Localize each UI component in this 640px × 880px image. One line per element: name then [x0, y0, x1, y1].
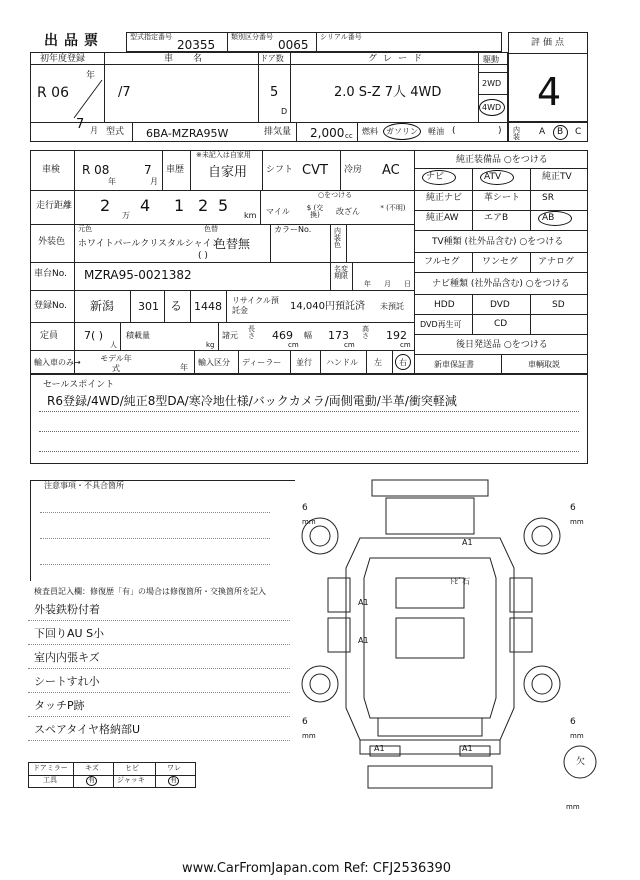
tools-tool-value: 有 — [88, 776, 95, 784]
displacement-value: 2,000 — [310, 126, 345, 140]
interior-label: 内装 — [513, 126, 520, 141]
type-number-box — [126, 32, 228, 52]
tire-unit-front-left: mm — [302, 518, 316, 526]
hood-shape — [386, 498, 474, 534]
tools-jack-circle — [168, 776, 179, 786]
mileage-label: 走行距離 — [36, 201, 73, 211]
mileage-digit-1: 2 — [100, 196, 111, 215]
equipment-selected-circle — [480, 170, 514, 185]
serial-box — [316, 32, 502, 52]
mileage-unit-km: km — [244, 211, 257, 220]
length-label: 長さ — [248, 325, 255, 340]
mileage-digit-5: 5 — [218, 196, 229, 215]
tv-option-analog: アナログ — [538, 257, 575, 267]
mileage-option-tamper: 改ざん — [336, 207, 360, 216]
inspector-rule — [28, 620, 290, 621]
interior-option-a: A — [539, 127, 546, 137]
fuel-paren-close: ) — [498, 126, 502, 136]
inspector-rule — [28, 668, 290, 669]
shift-value: CVT — [302, 163, 328, 178]
fuel-selected-circle — [383, 123, 421, 140]
load-label: 積載量 — [126, 331, 150, 340]
sales-point-box — [30, 374, 588, 464]
mileage-option-mile: マイル — [266, 207, 290, 216]
inspector-line: タッチP跡 — [34, 699, 85, 712]
equipment-item: 革シート — [484, 193, 521, 203]
int-color-label: 内装色 — [334, 227, 341, 249]
mileage-circle-label: ○をつける — [318, 191, 353, 199]
spare-tire-box — [368, 766, 492, 788]
tv-option-oneseg: ワンセグ — [482, 257, 519, 267]
tire-front-right — [524, 518, 560, 554]
load-unit: kg — [206, 341, 215, 349]
usage-value: 自家用 — [208, 165, 248, 180]
tools-mirror-label: ドアミラー — [33, 764, 68, 772]
shift-label: シフト — [266, 165, 294, 175]
first-reg-month: 7 — [76, 117, 85, 132]
class-number-value: 0065 — [278, 38, 309, 52]
drive-selected-circle — [479, 99, 505, 116]
grade-label: グレード — [368, 54, 429, 64]
later-option-manual: 車輌取説 — [528, 360, 560, 369]
import-div-parallel: 並行 — [296, 358, 312, 367]
displacement-label: 排気量 — [264, 127, 292, 137]
tire-depth-rear-right: 6 — [570, 717, 576, 727]
inspection-year-unit: 年 — [108, 177, 116, 186]
inspector-rule — [28, 644, 290, 645]
notes-label: 注意事項・不具合箇所 — [44, 481, 124, 490]
registration-class: 301 — [138, 300, 159, 313]
tire-rear-right — [524, 666, 560, 702]
fuel-label: 燃料 — [362, 127, 378, 136]
model-year-label: モデル年式 — [100, 354, 132, 373]
registration-label: 登録No. — [34, 301, 67, 311]
recycle-label: リサイクル預託金 — [232, 296, 279, 315]
import-label: 輸入車のみ→ — [34, 358, 81, 367]
doors-sub: D — [281, 107, 288, 116]
usage-note: ※未記入は自家用 — [196, 151, 251, 159]
displacement-unit: cc — [345, 132, 353, 140]
left-front-door — [328, 578, 350, 612]
spec-label: 諸元 — [222, 331, 238, 340]
rear-bumper-shape — [378, 718, 482, 736]
sales-point-text: R6登録/4WD/純正8型DA/寒冷地仕様/バックカメラ/両側電動/半革/衝突軽減 — [47, 394, 457, 408]
damage-front-hood: A1 — [462, 538, 473, 547]
equipment-title: 純正装備品 ○をつける — [456, 155, 548, 165]
length-unit: cm — [288, 341, 299, 349]
handle-left: 左 — [374, 358, 382, 367]
footer-watermark: www.CarFromJapan.com Ref: CFJ2536390 — [182, 861, 452, 876]
inspector-rule — [28, 716, 290, 717]
tools-break-label: ワレ — [167, 764, 181, 772]
interior-option-b: B — [557, 127, 564, 137]
equipment-item: 純正ナビ — [426, 193, 463, 203]
drive-label: 駆動 — [483, 55, 499, 64]
class-number-box — [227, 32, 317, 52]
color-no-label: カラーNo. — [274, 225, 312, 234]
page-title: 出品票 — [44, 33, 104, 49]
name-change-label: 名変期限 — [334, 265, 348, 280]
tools-table — [28, 762, 196, 788]
equipment-item: ATV — [484, 172, 502, 182]
registration-number: 1448 — [194, 300, 222, 313]
serial-label: シリアル番号 — [320, 33, 362, 41]
chassis-label: 車台No. — [34, 269, 67, 279]
inspection-month: 7 — [144, 163, 152, 177]
doors-value: 5 — [270, 85, 279, 100]
handle-selected-circle — [395, 354, 411, 370]
tire-depth-rear-left: 6 — [302, 717, 308, 727]
damage-left-rear-door: A1 — [358, 636, 369, 645]
roof-outline — [364, 558, 496, 718]
score-label: 評価点 — [531, 38, 568, 48]
first-reg-era: R 06 — [37, 85, 69, 101]
inspector-line: スペアタイヤ格納部U — [34, 723, 141, 736]
name-change-year-unit: 年 — [364, 280, 371, 288]
width-value: 173 — [328, 329, 349, 342]
import-div-dealer: ディーラー — [242, 358, 282, 367]
model-label: 型式 — [106, 127, 125, 137]
equipment-item: AB — [542, 213, 555, 223]
car-name-label: 車名 — [164, 54, 223, 64]
import-div-label: 輸入区分 — [198, 358, 230, 367]
equipment-item: エアB — [484, 213, 509, 223]
rear-roof-panel — [396, 618, 464, 658]
left-rear-door — [328, 618, 350, 652]
tire-unit-rear-left: mm — [302, 732, 316, 740]
paint-paren: ( ) — [198, 251, 208, 261]
tire-unit-rear-right: mm — [570, 732, 584, 740]
handle-right: 右 — [399, 358, 407, 367]
tools-tool-circle — [86, 776, 97, 786]
equipment-item: 純正AW — [426, 213, 459, 223]
tools-jack-label: ジャッキ — [117, 776, 145, 784]
model-year-unit: 年 — [180, 363, 188, 372]
capacity-value: 7( ) — [84, 329, 104, 342]
spare-tire-status: 欠 — [576, 757, 586, 767]
handle-label: ハンドル — [326, 358, 358, 367]
type-number-label: 型式指定番号 — [130, 33, 172, 41]
name-change-month-unit: 月 — [384, 280, 391, 288]
color-label: 外装色 — [38, 237, 66, 247]
navi-option-cd: CD — [494, 319, 508, 329]
navi-option-dvd: DVD — [490, 300, 510, 310]
length-value: 469 — [272, 329, 293, 342]
paint-label: 色替 — [204, 225, 218, 233]
first-reg-month-unit: 月 — [90, 126, 98, 135]
damage-rear-left: A1 — [374, 744, 385, 753]
height-label: 高さ — [362, 325, 369, 340]
tire-unit-front-right: mm — [570, 518, 584, 526]
car-name-value: /7 — [118, 85, 131, 100]
navi-title: ナビ種類 (社外品含む) ○をつける — [432, 279, 570, 289]
front-bumper-shape — [372, 480, 488, 496]
equipment-item: 純正TV — [542, 172, 572, 182]
score-value: 4 — [537, 70, 562, 114]
fuel-option-diesel: 軽油 — [428, 127, 444, 136]
equipment-selected-circle — [422, 170, 456, 185]
car-diagram — [300, 478, 600, 808]
paint-value: 色替無 — [214, 237, 251, 251]
orig-color-label: 元色 — [78, 225, 92, 233]
tire-depth-front-right: 6 — [570, 503, 576, 513]
inspector-line: シートすれ小 — [34, 675, 100, 688]
damage-rear-right: A1 — [462, 744, 473, 753]
damage-left-front-door: A1 — [358, 598, 369, 607]
tools-jack-value: 有 — [170, 776, 177, 784]
class-number-label: 類別区分番号 — [231, 33, 273, 41]
width-label: 幅 — [304, 331, 312, 340]
sales-point-label: セールスポイント — [43, 380, 115, 390]
recycle-status: 未預託 — [380, 302, 404, 311]
navi-option-sd: SD — [552, 300, 565, 310]
aircon-label: 冷房 — [344, 165, 363, 175]
body-outline — [346, 538, 514, 740]
width-unit: cm — [344, 341, 355, 349]
fuel-paren-open: ( — [452, 126, 456, 136]
spare-unit: mm — [566, 803, 580, 811]
inspection-era: R 08 — [82, 163, 110, 177]
interior-selected-circle — [553, 125, 568, 140]
tire-rear-left — [302, 666, 338, 702]
later-title: 後日発送品 ○をつける — [456, 340, 548, 350]
tv-option-fullseg: フルセグ — [424, 257, 460, 267]
equipment-selected-circle — [538, 211, 572, 226]
inspector-line: 下回りAU S小 — [34, 627, 105, 640]
mileage-digit-3: 1 — [174, 196, 185, 215]
inspector-line: 外装鉄粉付着 — [34, 603, 100, 616]
tire-depth-front-left: 6 — [302, 503, 308, 513]
recycle-value: 14,040円預託済 — [290, 301, 365, 312]
doors-label: ドア数 — [260, 54, 284, 63]
tools-crack-label: ヒビ — [125, 764, 139, 772]
navi-option-hdd: HDD — [434, 300, 455, 310]
tools-tool-label: 工具 — [43, 776, 57, 784]
inspector-rule — [28, 692, 290, 693]
interior-option-c: C — [575, 127, 582, 137]
first-reg-year-unit: 年 — [86, 71, 96, 81]
interior-box — [508, 122, 588, 142]
damage-windshield: ﾄﾋﾞ石 — [450, 577, 470, 586]
chassis-value: MZRA95-0021382 — [84, 268, 192, 282]
drive-option-4wd: 4WD — [482, 103, 502, 112]
inspector-rule — [28, 740, 290, 741]
tools-scratch-label: キズ — [85, 764, 99, 772]
equipment-item: SR — [542, 193, 554, 203]
navi-option-dvd-play: DVD再生可 — [420, 320, 462, 329]
orig-color-value: ホワイトパールクリスタルシャイン — [78, 239, 221, 249]
inspector-line: 室内内張キズ — [34, 651, 100, 664]
inspection-month-unit: 月 — [150, 177, 158, 186]
name-change-day-unit: 日 — [404, 280, 411, 288]
height-unit: cm — [400, 341, 411, 349]
registration-kana: る — [170, 299, 183, 313]
later-option-warranty: 新車保証書 — [434, 360, 474, 369]
inspection-label: 車検 — [42, 165, 61, 175]
capacity-label: 定員 — [40, 331, 59, 341]
type-number-value: 20355 — [177, 38, 216, 52]
right-rear-door — [510, 618, 532, 652]
capacity-unit: 人 — [110, 341, 117, 349]
mileage-digit-2: 4 — [140, 196, 151, 215]
equipment-item: ナビ — [426, 172, 445, 182]
aircon-value: AC — [382, 163, 400, 178]
model-value: 6BA-MZRA95W — [146, 127, 229, 140]
drive-option-2wd: 2WD — [482, 79, 502, 88]
tv-title: TV種類 (社外品含む) ○をつける — [432, 237, 564, 247]
first-reg-label: 初年度登録 — [40, 54, 86, 64]
fuel-option-gasoline: ガソリン — [386, 127, 418, 136]
mileage-option-unknown: * (不明) — [380, 204, 406, 212]
height-value: 192 — [386, 329, 407, 342]
usage-label: 車歴 — [166, 165, 185, 175]
mileage-digit-4: 2 — [198, 196, 209, 215]
mileage-option-exchange: $ (交換) — [306, 204, 324, 219]
inspector-label: 検査員記入欄：修復歴「有」の場合は修復箇所・交換箇所を記入 — [34, 587, 266, 596]
right-front-door — [510, 578, 532, 612]
mileage-unit-man: 万 — [122, 211, 130, 220]
grade-value: 2.0 S-Z 7人 4WD — [334, 85, 442, 100]
registration-area: 新潟 — [90, 299, 115, 313]
